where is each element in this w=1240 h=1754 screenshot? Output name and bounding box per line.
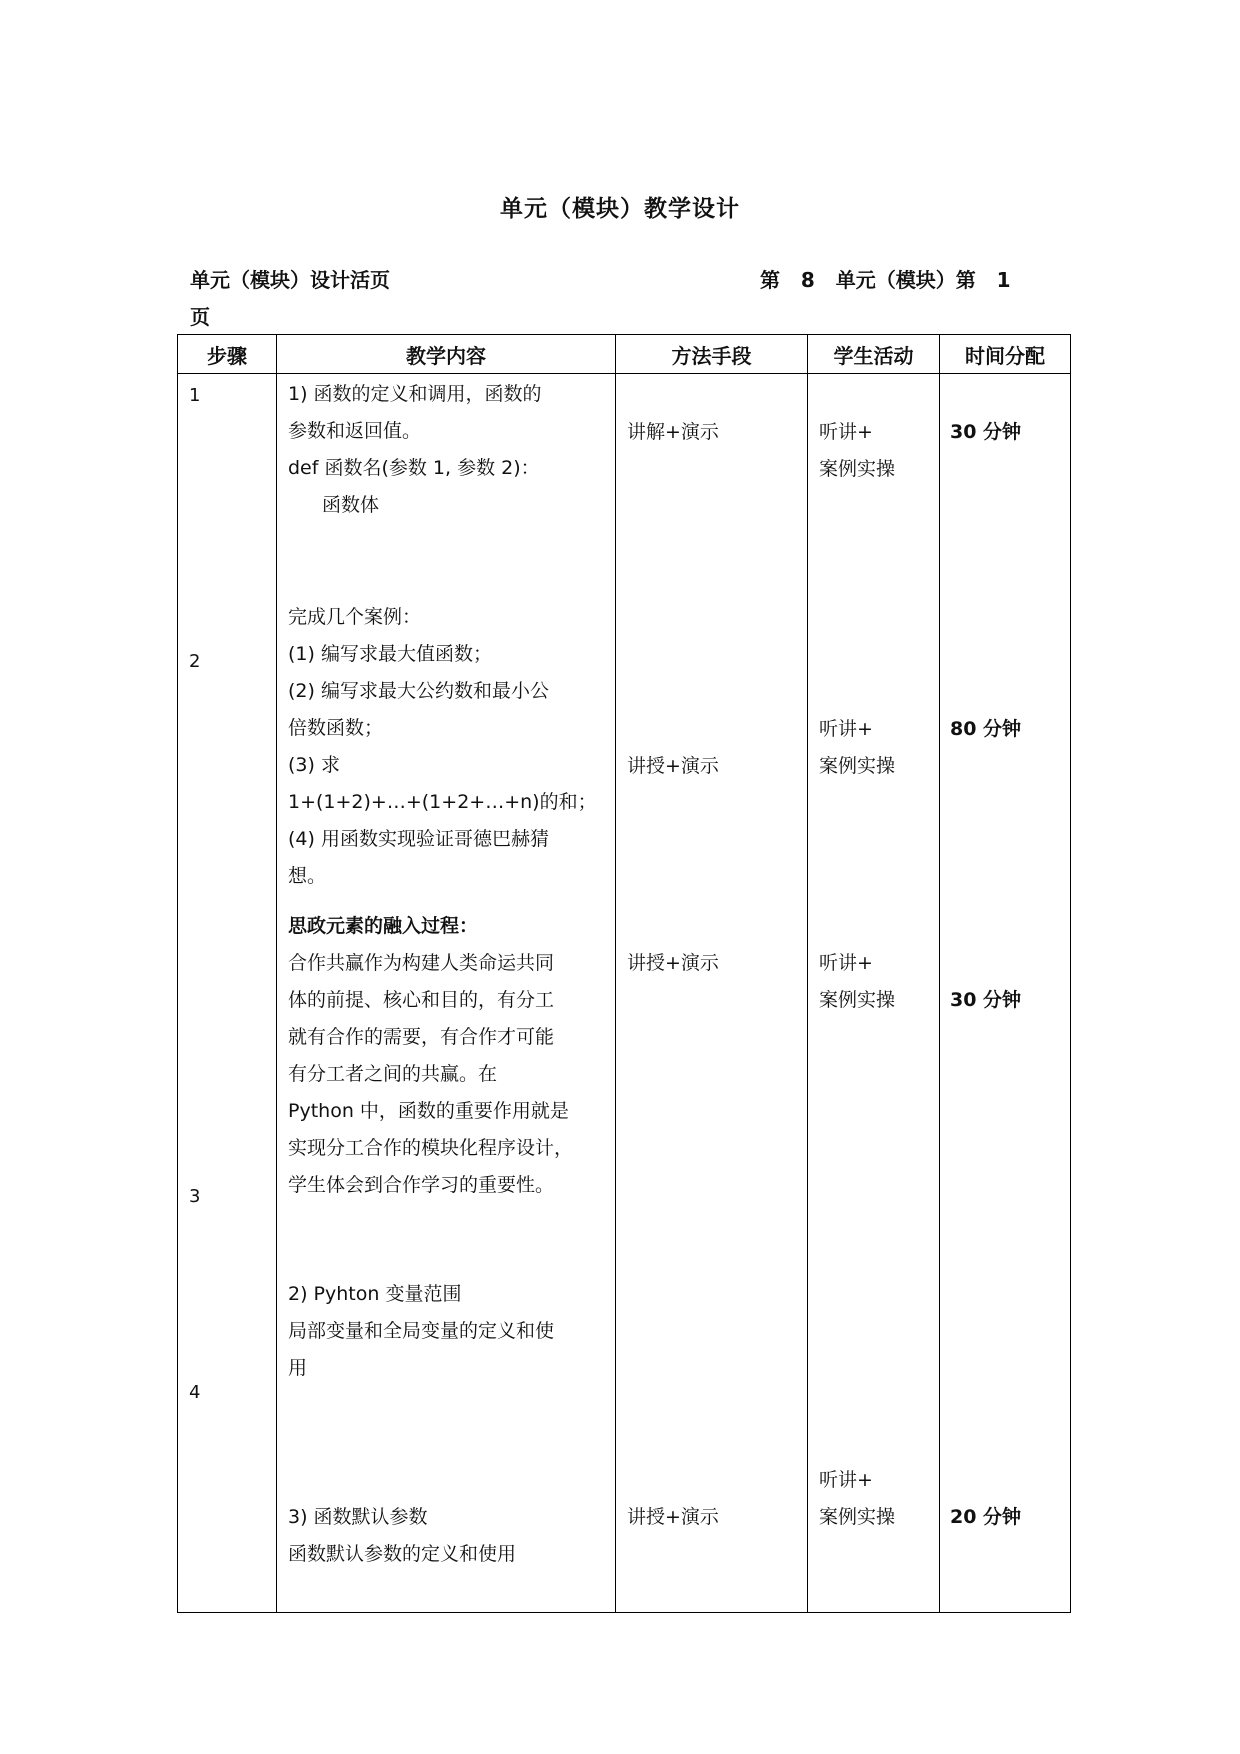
content-line: (1) 编写求最大值函数； — [288, 643, 492, 665]
method-text: 讲授+演示 — [627, 1506, 719, 1528]
activity-text — [819, 945, 895, 1019]
activity-text — [819, 711, 895, 785]
content-block — [288, 908, 608, 1204]
activity-line: 听讲+ — [819, 718, 873, 740]
activity-cell — [808, 374, 940, 1613]
content-heading: 思政元素的融入过程： — [288, 915, 479, 937]
time-text: 30 分钟 — [950, 989, 1022, 1011]
content-line: 想。 — [288, 865, 327, 887]
content-line: 函数默认参数的定义和使用 — [288, 1543, 517, 1565]
content-line: (4) 用函数实现验证哥德巴赫猜 — [288, 828, 549, 850]
step-cell — [178, 374, 277, 1613]
content-block — [288, 1499, 608, 1573]
content-line: 有分工者之间的共赢。在 — [288, 1063, 498, 1085]
content-line: 就有合作的需要，有合作才可能 — [288, 1026, 555, 1048]
content-line: 倍数函数； — [288, 717, 384, 739]
content-cell — [277, 374, 616, 1613]
content-block — [288, 599, 608, 895]
step-number: 1 — [189, 385, 201, 406]
method-text: 讲授+演示 — [627, 755, 719, 777]
content-line: Python 中，函数的重要作用就是 — [288, 1100, 569, 1122]
col-header-step: 步骤 — [178, 335, 277, 374]
content-line: 2) Pyhton 变量范围 — [288, 1283, 462, 1305]
activity-line: 听讲+ — [819, 1469, 873, 1491]
content-line: def 函数名(参数 1, 参数 2)： — [288, 457, 540, 479]
activity-line: 案例实操 — [819, 458, 896, 480]
col-header-time: 时间分配 — [940, 335, 1071, 374]
document-title: 单元（模块）教学设计 — [500, 196, 740, 222]
col-header-content: 教学内容 — [277, 335, 616, 374]
content-block — [288, 376, 608, 524]
activity-text — [819, 1462, 895, 1536]
time-text: 30 分钟 — [950, 421, 1022, 443]
content-line: 1) 函数的定义和调用，函数的 — [288, 383, 542, 405]
content-line: 参数和返回值。 — [288, 420, 422, 442]
time-cell — [940, 374, 1071, 1613]
activity-line: 案例实操 — [819, 989, 896, 1011]
content-line: 用 — [288, 1357, 308, 1379]
table-header-row — [178, 335, 1071, 374]
header-left-label: 单元（模块）设计活页 — [190, 268, 390, 292]
activity-text — [819, 414, 895, 488]
activity-line: 案例实操 — [819, 755, 896, 777]
content-line: (3) 求 — [288, 754, 340, 776]
step-number: 3 — [189, 1186, 201, 1207]
content-block — [288, 1276, 608, 1387]
method-cell — [616, 374, 808, 1613]
content-line: 合作共赢作为构建人类命运共同 — [288, 952, 555, 974]
step-number: 4 — [189, 1382, 201, 1403]
activity-line: 听讲+ — [819, 952, 873, 974]
content-line: 1+(1+2)+…+(1+2+…+n)的和； — [288, 791, 597, 813]
content-line: 学生体会到合作学习的重要性。 — [288, 1174, 555, 1196]
header-unit-page: 第 8 单元（模块）第 1 — [760, 268, 1011, 292]
col-header-method: 方法手段 — [616, 335, 808, 374]
content-line: 局部变量和全局变量的定义和使 — [288, 1320, 555, 1342]
content-line: 体的前提、核心和目的，有分工 — [288, 989, 555, 1011]
activity-line: 案例实操 — [819, 1506, 896, 1528]
table-body-row — [178, 374, 1071, 1613]
col-header-activity: 学生活动 — [808, 335, 940, 374]
lesson-table — [177, 334, 1071, 1613]
content-line: 3) 函数默认参数 — [288, 1506, 428, 1528]
content-line: (2) 编写求最大公约数和最小公 — [288, 680, 549, 702]
time-text: 80 分钟 — [950, 718, 1022, 740]
step-number: 2 — [189, 651, 201, 672]
activity-line: 听讲+ — [819, 421, 873, 443]
time-text: 20 分钟 — [950, 1506, 1022, 1528]
content-line: 实现分工合作的模块化程序设计， — [288, 1137, 574, 1159]
content-line: 完成几个案例： — [288, 606, 422, 628]
content-line: 函数体 — [322, 494, 380, 516]
method-text: 讲解+演示 — [627, 421, 719, 443]
header-page-wrap: 页 — [190, 305, 210, 329]
method-text: 讲授+演示 — [627, 952, 719, 974]
